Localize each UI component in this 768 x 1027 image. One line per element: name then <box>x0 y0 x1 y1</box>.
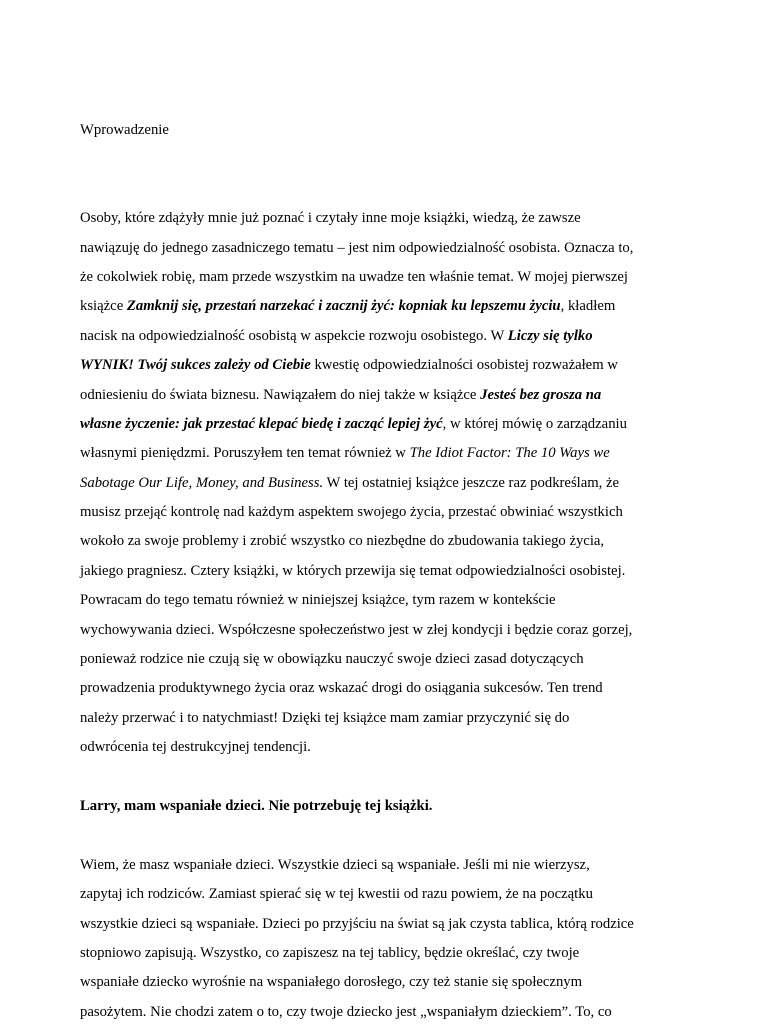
paragraph-line: stopniowo zapisują. Wszystko, co zapiszesz na tej tablicy, będzie określać, czy twoje <box>80 944 580 961</box>
document-page <box>80 116 690 1027</box>
section-subheading: Larry, mam wspaniałe dzieci. Nie potrzebuję tej książki. <box>80 797 433 814</box>
spacer <box>80 763 690 792</box>
paragraph-line <box>80 351 690 380</box>
section-title: Wprowadzenie <box>80 122 169 138</box>
paragraph-line: zapytaj ich rodziców. Zamiast spierać się w tej kwestii od razu powiem, że na początku <box>80 886 593 903</box>
intro-paragraph <box>80 204 690 762</box>
text-run: , kładłem <box>560 298 616 315</box>
paragraph-line: ponieważ rodzice nie czują się w obowiązku nauczyć swoje dzieci zasad dotyczących <box>80 651 584 668</box>
text-run: , w której mówię o zarządzaniu <box>442 415 627 432</box>
text-run: własnymi pieniędzmi. Poruszyłem ten temat również w <box>80 445 410 462</box>
book-title: Sabotage Our Life, Money, and Business. <box>80 474 324 491</box>
text-run: książce <box>80 298 127 315</box>
paragraph-line <box>80 292 690 321</box>
spacer <box>80 821 690 850</box>
book-title: The Idiot Factor: The 10 Ways we <box>409 445 610 462</box>
paragraph-line: prowadzenia produktywnego życia oraz wskazać drogi do osiągania sukcesów. Ten trend <box>80 680 603 697</box>
spacer <box>80 145 690 174</box>
paragraph-line: wokoło za swoje problemy i zrobić wszystko co niezbędne do zbudowania takiego życia, <box>80 533 605 550</box>
paragraph-line: wszystkie dzieci są wspaniałe. Dzieci po przyjściu na świat są jak czysta tablica, którą rodzice <box>80 915 634 932</box>
paragraph-line: pasożytem. Nie chodzi zatem o to, czy twoje dziecko jest „wspaniałym dzieckiem”. To, co <box>80 1003 612 1020</box>
paragraph-line <box>80 469 690 498</box>
text-run: nacisk na odpowiedzialność osobistą w aspekcie rozwoju osobistego. W <box>80 327 508 344</box>
paragraph-line: wspaniałe dziecko wyrośnie na wspaniałego dorosłego, czy też stanie się społecznym <box>80 974 583 991</box>
text-run: W tej ostatniej książce jeszcze raz podkreślam, że <box>323 474 620 491</box>
book-title: Liczy się tylko <box>507 327 593 344</box>
paragraph-line: odwrócenia tej destrukcyjnej tendencji. <box>80 739 311 756</box>
book-title: Zamknij się, przestań narzekać i zacznij żyć: kopniak ku lepszemu życiu <box>126 298 561 315</box>
paragraph-line: należy przerwać i to natychmiast! Dzięki tej książce mam zamiar przyczynić się do <box>80 709 570 726</box>
book-title: własne życzenie: jak przestać klepać biedę i zacząć lepiej żyć <box>80 415 443 432</box>
paragraph-line <box>80 381 690 410</box>
paragraph-line: Osoby, które zdążyły mnie już poznać i czytały inne moje książki, wiedzą, że zawsze <box>80 210 581 227</box>
paragraph-line: nawiązuję do jednego zasadniczego tematu – jest nim odpowiedzialność osobista. Oznacza to, <box>80 239 634 256</box>
paragraph-line <box>80 410 690 439</box>
book-title: WYNIK! Twój sukces zależy od Ciebie <box>80 357 311 374</box>
paragraph-line <box>80 322 690 351</box>
spacer <box>80 175 690 204</box>
text-run: odniesieniu do świata biznesu. Nawiązałem do niej także w książce <box>80 386 481 403</box>
paragraph-line: musisz przejąć kontrolę nad każdym aspektem swojego życia, przestać obwiniać wszystkich <box>80 504 623 521</box>
book-title: Jesteś bez grosza na <box>480 386 602 403</box>
paragraph-line <box>80 439 690 468</box>
paragraph-line: jakiego pragniesz. Cztery książki, w których przewija się temat odpowiedzialności osobistej. <box>80 562 626 579</box>
paragraph-line: że cokolwiek robię, mam przede wszystkim na uwadze ten właśnie temat. W mojej pierwszej <box>80 268 629 285</box>
paragraph-line: Powracam do tego tematu również w niniejszej książce, tym razem w kontekście <box>80 592 556 609</box>
second-paragraph <box>80 851 690 1027</box>
text-run: kwestię odpowiedzialności osobistej rozważałem w <box>310 357 618 374</box>
paragraph-line: Wiem, że masz wspaniałe dzieci. Wszystkie dzieci są wspaniałe. Jeśli mi nie wierzysz, <box>80 856 590 873</box>
paragraph-line: wychowywania dzieci. Współczesne społeczeństwo jest w złej kondycji i będzie coraz gorzej, <box>80 621 633 638</box>
